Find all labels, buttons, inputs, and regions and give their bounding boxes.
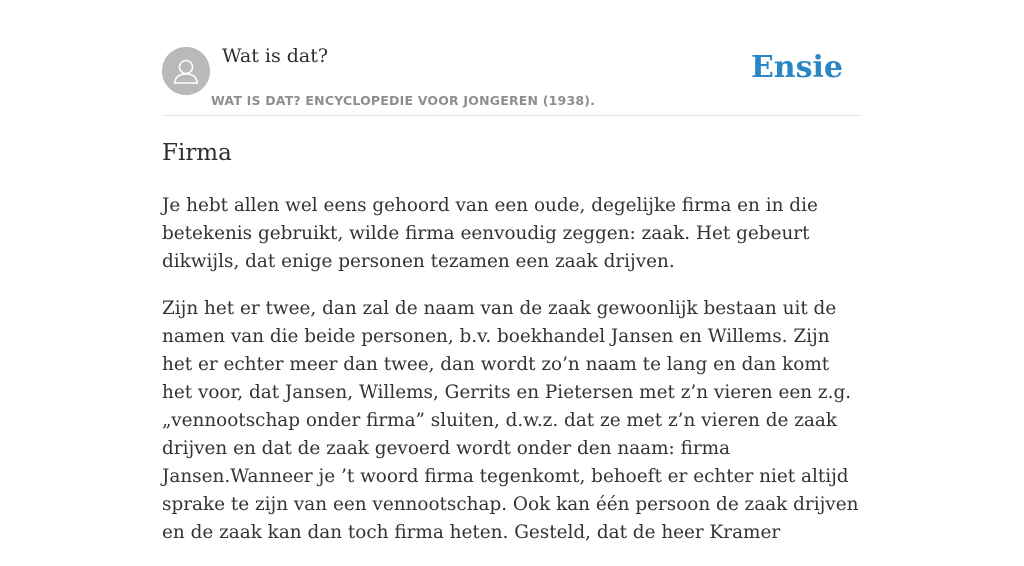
- source-title-link[interactable]: Wat is dat?: [222, 45, 329, 67]
- ensie-logo-link[interactable]: Ensie: [750, 50, 843, 85]
- body-paragraph: Zijn het er twee, dan zal de naam van de zaak gewoonlijk bestaan uit de namen van die beide personen, b.v. boekhandel Jansen en Willems. Zijn het er echter meer dan twee, dan wordt zo’n naam te lang en dan komt het voor, dat Jansen, Willems, Gerrits en Pietersen met z’n vieren een z.g. „vennootschap onder firma” sluiten, d.w.z. dat ze met z’n vieren de zaak drijven en dat de zaak gevoerd wordt onder den naam: firma Jansen.Wanneer je ’t woord firma tegenkomt, behoeft er echter niet altijd sprake te zijn van een vennootschap. Ook kan één persoon de zaak drijven en de zaak kan dan toch firma heten. Gesteld, dat de heer Kramer: [162, 298, 859, 543]
- user-silhouette-icon: [162, 47, 210, 95]
- source-avatar[interactable]: [162, 47, 210, 95]
- entry-title: Firma: [162, 140, 232, 166]
- content-container: [162, 0, 862, 543]
- body-paragraph: Je hebt allen wel eens gehoord van een oude, degelijke firma en in die betekenis gebruikt, wilde firma eenvoudig zeggen: zaak. Het gebeurt dikwijls, dat enige personen tezamen een zaak drijven.: [162, 195, 818, 272]
- source-subtitle: WAT IS DAT? ENCYCLOPEDIE VOOR JONGEREN (1938).: [211, 93, 596, 108]
- entry-body: [162, 192, 862, 566]
- source-header: [162, 0, 862, 116]
